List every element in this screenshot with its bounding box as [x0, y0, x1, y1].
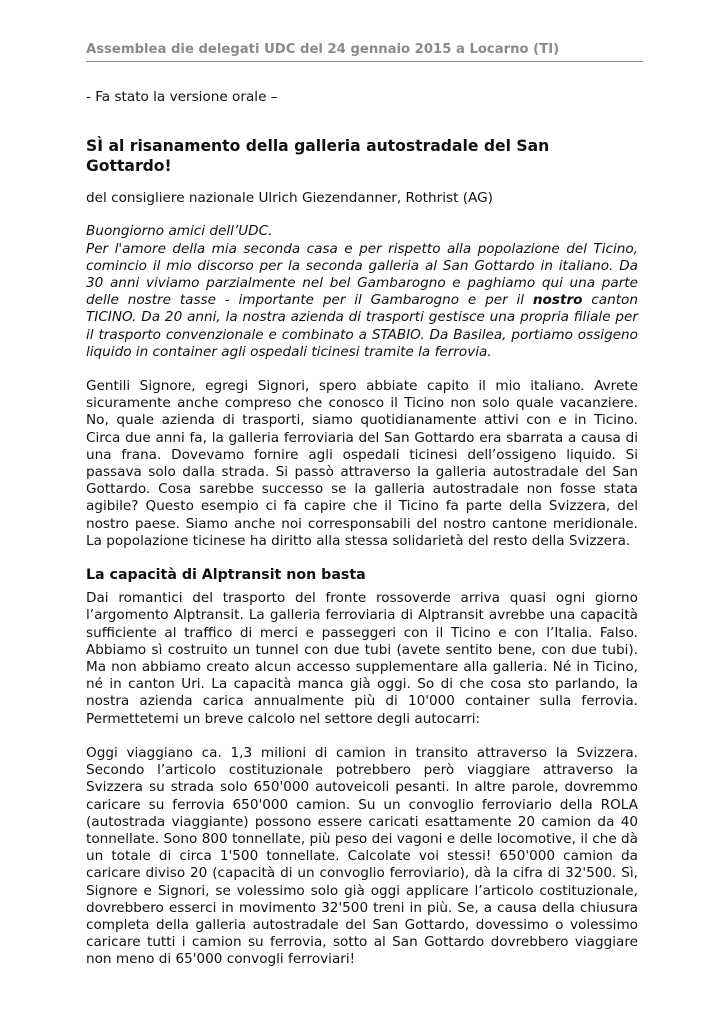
document-title: SÌ al risanamento della galleria autostradale del San Gottardo!: [86, 137, 550, 176]
intro-text-after: canton TICINO. Da 20 anni, la nostra azienda di trasporti gestisce una propria filiale per il trasporto convenzionale e combinato a STABIO. Da Basilea, portiamo ossigeno liquido in container agli ospedali ticinesi tramite la ferrovia.: [86, 292, 638, 360]
intro-text-before: Per l'amore della mia seconda casa e per rispetto alla popolazione del Ticino, comincio il mio discorso per la seconda galleria al San Gottardo in italiano. Da 30 anni viviamo parzialmente nel bel Gambarogno e paghiamo qui una parte delle nostre tasse - importante per il Gambarogno e per il: [86, 240, 638, 309]
section-heading: La capacità di Alptransit non basta: [86, 567, 366, 584]
paragraph-2: Dai romantici del trasporto del fronte rossoverde arriva quasi ogni giorno l’argomento Alptransit. La galleria ferroviaria di Alptransit avrebbe una capacità sufficiente al traffico di merci e passeggeri con il Ticino e con l’Italia. Falso. Abbiamo sì costruito un tunnel con due tubi (avete sentito bene, con due tubi). Ma non abbiamo creato alcun accesso supplementare alla galleria. Né in Ticino, né in canton Uri. La capacità manca già oggi. So di che cosa sto parlando, la nostra azienda carica annualmente più di 10'000 container sulla ferrovia. Permettetemi un breve calcolo nel settore degli autocarri:: [86, 590, 638, 727]
paragraph-1: Gentili Signore, egregi Signori, spero abbiate capito il mio italiano. Avrete sicuramente anche compreso che conosco il Ticino non solo quale vacanziere. No, quale azienda di trasporti, siamo quotidianamente attivi con e in Ticino. Circa due anni fa, la galleria ferroviaria del San Gottardo era sbarrata a causa di una frana. Dovevamo fornire agli ospedali ticinesi dell’ossigeno liquido. Si passava solo dalla strada. Si passò attraverso la galleria autostradale del San Gottardo. Cosa sarebbe successo se la galleria autostradale non fosse stata agibile? Questo esempio ci fa capire che il Ticino fa parte della Svizzera, del nostro paese. Siamo anche noi corresponsabili del nostro cantone meridionale. La popolazione ticinese ha diritto alla stessa solidarietà del resto della Svizzera.: [86, 378, 638, 549]
page-header: Assemblea die delegati UDC del 24 gennaio 2015 a Locarno (TI): [86, 42, 643, 62]
greeting: Buongiorno amici dell’UDC.: [86, 223, 273, 240]
author-byline: del consigliere nazionale Ulrich Giezendanner, Rothrist (AG): [86, 190, 493, 207]
paragraph-3: Oggi viaggiano ca. 1,3 milioni di camion in transito attraverso la Svizzera. Secondo l’articolo costituzionale potrebbero però viaggiare attraverso la Svizzera su strada solo 650'000 autoveicoli pesanti. In altre parole, dovremmo caricare su ferrovia 650'000 camion. Su un convoglio ferroviario della ROLA (autostrada viaggiante) possono essere caricati esattamente 20 camion da 40 tonnellate. Sono 800 tonnellate, più peso dei vagoni e delle locomotive, il che dà un totale di circa 1'500 tonnellate. Calcolate voi stessi! 650'000 camion da caricare diviso 20 (capacità di un convoglio ferroviario), dà la cifra di 32'500. Sì, Signore e Signori, se volessimo solo già oggi applicare l’articolo costituzionale, dovrebbero esserci in movimento 32'500 treni in più. Se, a causa della chiusura completa della galleria autostradale del San Gottardo, dovessimo o volessimo caricare tutti i camion su ferrovia, sotto al San Gottardo dovrebbero viaggiare non meno di 65'000 convogli ferroviari!: [86, 744, 638, 968]
document-body: [86, 89, 638, 986]
intro-bold-word: nostro: [532, 292, 583, 309]
oral-version-note: - Fa stato la versione orale –: [86, 89, 278, 105]
intro-paragraph: [86, 241, 638, 361]
